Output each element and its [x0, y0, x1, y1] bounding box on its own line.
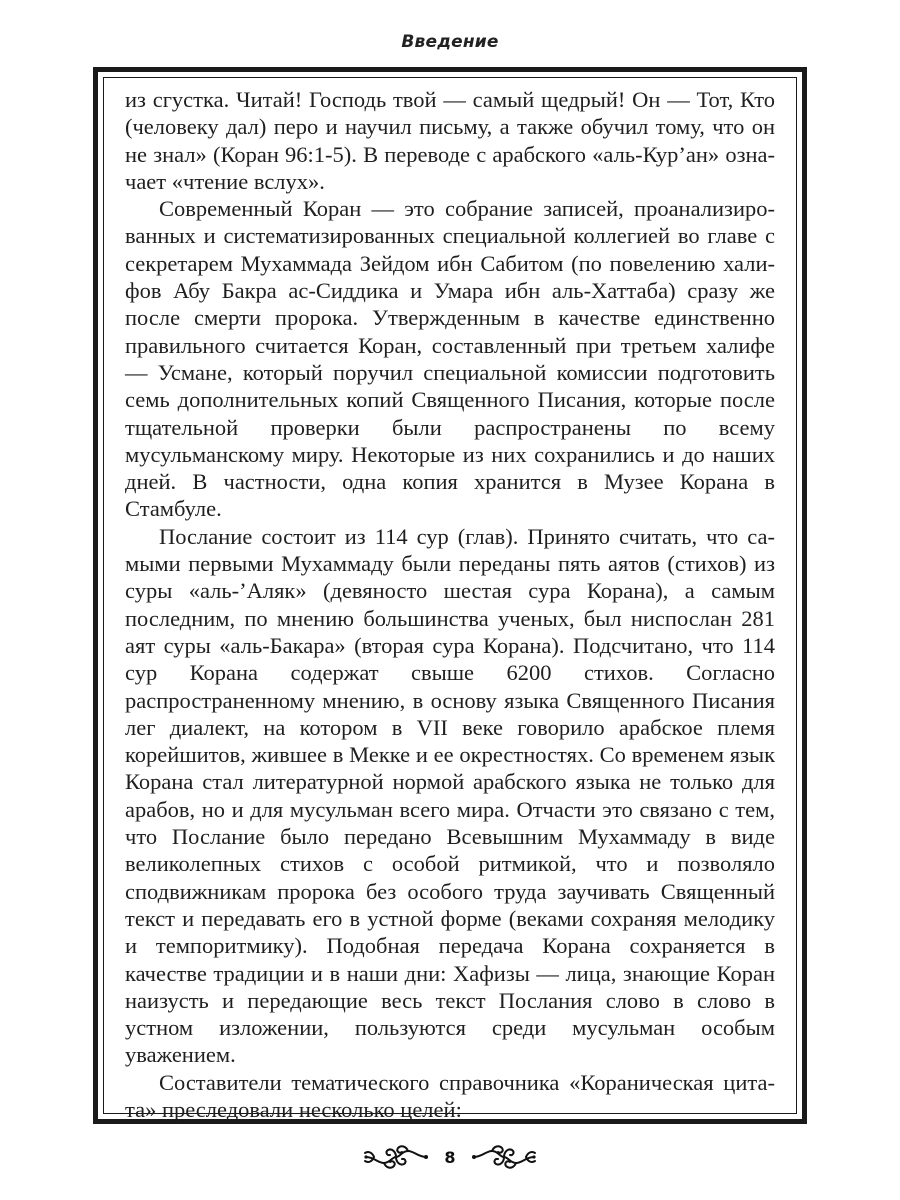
page-number: 8 — [444, 1147, 456, 1167]
floral-ornament-icon — [362, 1142, 430, 1172]
paragraph-4: Составители тематического справочника «Кораническая цитата» преследовали несколько целей: — [125, 1069, 775, 1122]
paragraph-1: из сгустка. Читай! Господь твой — самый щедрый! Он — Тот, Кто (человеку дал) перо и научил письму, а также обучил тому, что он не знал» (Коран 96:1-5). В переводе с арабского «аль-Кур’ан» означает «чтение вслух». — [125, 87, 775, 194]
paragraph-3: Послание состоит из 114 сур (глав). Принято считать, что самыми первыми Мухаммаду были переданы пять аятов (стихов) из суры «аль-’Аляк» (девяносто шестая сура Корана), а самым последним, по мнению большинства ученых, был ниспослан 281 аят суры «аль-Бакара» (вторая сура Корана). Подсчитано, что 114 сур Корана содержат свыше 6200 стихов. Согласно распространенному мнению, в основу языка Священного Писания лег диалект, на котором в VII веке говорило арабское племя корейшитов, жившее в Мекке и ее окрестностях. Со временем язык Корана стал литературной нормой арабского языка не только для арабов, но и для мусульман всего мира. Отчасти это связано с тем, что Послание было передано Всевышним Мухаммаду в виде великолепных стихов с особой ритмикой, что и позволяло сподвижникам пророка без особого труда заучивать Священный текст и передавать его в устной форме (веками сохраняя мелодику и темпоритмику). Подобная передача Корана сохраняется в качестве традиции и в наши дни: Хафизы — лица, знающие Коран наизусть и передающие весь текст Послания слово в слово в устном изложении, пользуются среди мусульман особым уважением. — [125, 523, 775, 1068]
floral-ornament-icon — [470, 1142, 538, 1172]
running-header-title: Введение — [401, 32, 499, 52]
paragraph-2: Современный Коран — это собрание записей, проанализированных и систематизированных специальной коллегией во главе с секретарем Мухаммада Зейдом ибн Сабитом (по повелению халифов Абу Бакра ас-Сиддика и Умара ибн аль-Хаттаба) сразу же после смерти пророка. Утвержденным в качестве единственно правильного считается Коран, составленный при третьем халифе — Усмане, который поручил специальной комиссии подготовить семь дополнительных копий Священного Писания, которые после тщательной проверки были распространены по всему мусульманскому миру. Некоторые из них сохранились и до наших дней. В частности, одна копия хранится в Музее Корана в Стамбуле. — [125, 196, 775, 522]
body-text — [125, 86, 775, 1123]
page-footer — [0, 1137, 900, 1177]
